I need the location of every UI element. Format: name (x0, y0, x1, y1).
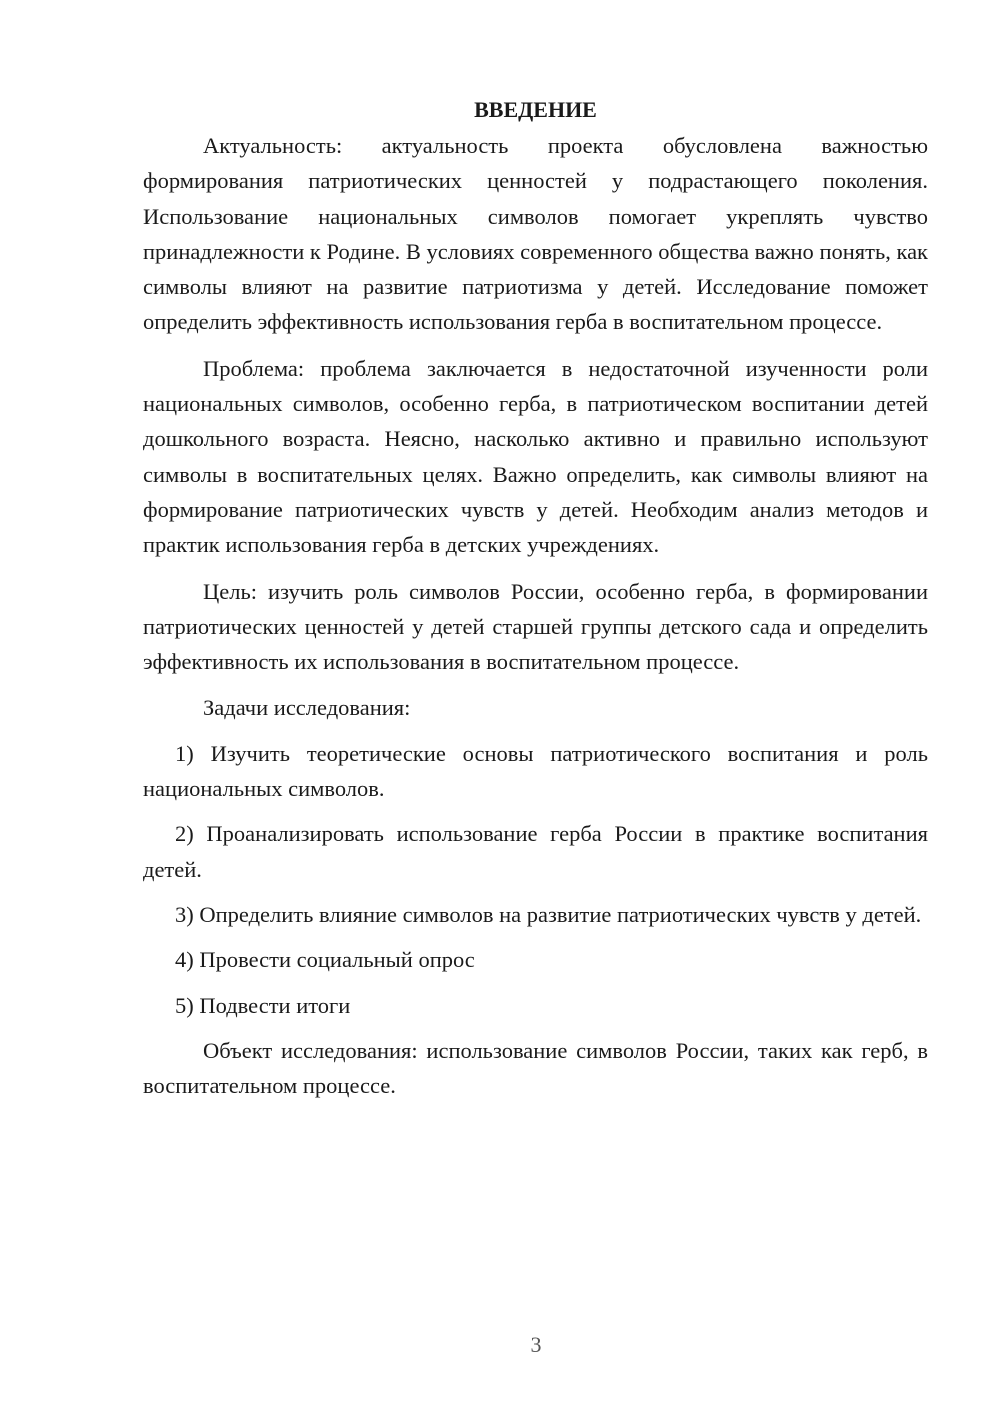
paragraph-problem: Проблема: проблема заключается в недостаточной изученности роли национальных символов, особенно герба, в патриотическом воспитании детей дошкольного возраста. Неясно, насколько активно и правильно используют символы в воспитательных целях. Важно определить, как символы влияют на формирование патриотических чувств у детей. Необходим анализ методов и практик использования герба в детских учреждениях. (143, 355, 928, 558)
paragraph-relevance: Актуальность: актуальность проекта обусловлена важностью формирования патриотических ценностей у подрастающего поколения. Использование национальных символов помогает укреплять чувство принадлежности к Родине. В условиях современного общества важно понять, как символы влияют на развитие патриотизма у детей. Исследование поможет определить эффективность использования герба в воспитательном процессе. (143, 133, 928, 335)
task-item-5: 5) Подвести итоги (175, 992, 351, 1018)
paragraph-object: Объект исследования: использование символов России, таких как герб, в воспитательном процессе. (143, 1037, 928, 1099)
task-item-3: 3) Определить влияние символов на развитие патриотических чувств у детей. (175, 901, 922, 927)
tasks-heading: Задачи исследования: (203, 695, 411, 721)
page-number: 3 (530, 1332, 542, 1357)
task-item-1: 1) Изучить теоретические основы патриотического воспитания и роль национальных символов. (143, 740, 928, 802)
page-title: ВВЕДЕНИЕ (474, 97, 597, 122)
task-item-4: 4) Провести социальный опрос (175, 947, 475, 973)
paragraph-goal: Цель: изучить роль символов России, особенно герба, в формировании патриотических ценностей у детей старшей группы детского сада и определить эффективность их использования в воспитательном процессе. (143, 578, 928, 675)
page-content (143, 92, 928, 1103)
task-item-2: 2) Проанализировать использование герба России в практике воспитания детей. (143, 821, 928, 882)
